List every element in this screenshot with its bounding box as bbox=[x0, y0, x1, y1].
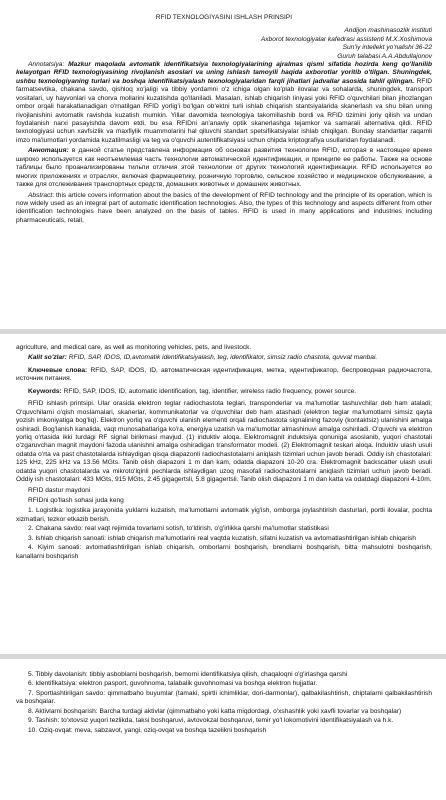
en-keywords-label: Keywords: bbox=[28, 387, 62, 395]
list-item: 4. Kiyim sanoati: avtomatlashtirilgan ishlab chiqarish, omborlarni boshqarish, brendlarni boshqarish, bitta mahsulotni boshqarish, kanallarni boshqarish bbox=[16, 544, 432, 560]
ru-keywords-text: RFID, SAP, IDOS, ID, автоматическая идентификация, метка, идентификатор, беспроводная радиочастота, источник питания. bbox=[16, 366, 432, 383]
body-paragraph: RFID ishlash printsipi. Ular orasida elektron teglar radiochastota teglari, transponderlar va ma'lumotlar tashuvchilar deb ham ataladi; O'quvchilarni o'qish moslamalari, skanerlar, kommunikatorlar va o'quvchilar deb ham atashadi (elektron teglar ma'lumotlarni simsiz qayta yozish imkoniyatiga bog'liq). Elektron yorliq va o'quvchi ulanish elementi orqali radiochastota signalining fazoviy (kontaktsiz) ulanishini amalga oshiradi. Bog'lanish kanalida, vaqt munosabatlariga ko'ra, energiya uzatish va ma'lumotlar almashinuvi amalga oshiriladi. O'quvchi va elektron yorliq o'rtasida ikki turdagi RF signal birikmasi mavjud. (1) induktiv aloqa. Elektromagnit induktsiya qonuniga asoslanib, yuqori chastotali o'zgaruvchan magnit maydoni fazoda ulanishni amalga oshiradigan transformator modeli. (2) Elektromagnit teskari aloqa. Induktiv ulash usuli odatda o'rta va past chastotalarda ishlaydigan qisqa diapazonli radiochastotalarni aniqlash tizimlari uchun javob beradi. Oddiy ish chastotalari: 125 kHz, 225 kHz va 13.56 MGts. Tanib olish diapazoni 1 m dan kam, odatda diapazoni 10-20 cra. Elektromagnit backscatter ulash usuli odatda yuqori chastotalarda va mikroto'lqinli pechlarda ishlaydigan uzoq masofali radiochastotalarni aniqlash tizimlari uchun javob beradi. Oddiy ish chastotalari: 433 MGts, 915 MGts, 2.45 gigagertsli, 5.8 gigagertsli. Tanib olish diapazoni 1 m dan katta va odatdagi diapazoni 4-10m. bbox=[16, 400, 432, 484]
annotation-ru-label: Аннотация: bbox=[28, 147, 69, 155]
kalit-sozlar-paragraph bbox=[16, 354, 432, 362]
list-item: 7. Sportlashtirilgan savdo: qimmatbaho buyumlar (tamaki, spirtli ichimliklar, dori-darmonlar), qalbakilashtirish, chiptalarni qalbakilashtirish va boshqalar. bbox=[16, 689, 432, 706]
abstract-continued: agriculture, and medical care, as well as monitoring vehicles, pets, and livestock. bbox=[16, 344, 252, 351]
annotatsiya-italic: Mazkur maqolada avtomatik identifikatsiya texnologiyalarining ajralmas qismi sifatida hozirda keng qo'llanilib kelayotgan RFID texnologiyasining rivojlanish asoslari va uning ishlash tamoyili haqida axborotlar yoritib o'tilgan. Shuningdek, ushbu texnologiyaning turlari va boshqa identifikatsiyalash texnologiyalaridan farqli jihatlari jadvallar asosida tahlil qilingan. bbox=[16, 60, 432, 85]
list-item: 10. Oziq-ovqat: meva, sabzavot, yangi, oziq-ovqat va boshqa tazelikni boshqarish bbox=[28, 726, 267, 734]
list-item: 2. Chakana savdo: real vaqt rejimida tovarlarni sotish, to'ldirish, o'g'irlikka qarshi ma'lumotlar statistikasi bbox=[28, 525, 329, 533]
affiliation-line: Axborot texnologiyalar kafedrasi assistenti M.X.Xoshimova bbox=[260, 35, 432, 43]
page-2 bbox=[0, 334, 446, 654]
abstract-paragraph bbox=[16, 192, 432, 226]
affiliation-line: Sun'iy intellekt yo'nalishi 36-22 bbox=[342, 44, 432, 52]
annotatsiya-paragraph bbox=[16, 61, 432, 145]
list-item: 8. Aktivlarni boshqarish: Barcha turdagi aktivlar (qimmatbaho yoki katta miqdordagi, o'xshashlik yoki xavfli tovarlar va boshqalar) bbox=[28, 707, 402, 715]
rfid-dastur-heading: RFID dastur maydoni bbox=[28, 486, 91, 494]
en-keywords-text: RFID, SAP, IDOS, ID, automatic identification, tag, identifier, wireless radio frequency, power source. bbox=[63, 387, 357, 395]
abstract-label: Abstract bbox=[28, 191, 53, 199]
en-keywords-paragraph bbox=[16, 388, 432, 396]
paper-title: RFID TEXNOLOGIYASINI ISHLASH PRINSIPI bbox=[155, 14, 293, 21]
kalit-sozlar-label: Kalit so'zlar: bbox=[28, 354, 67, 362]
ru-keywords-label: Ключевые слова: bbox=[28, 366, 88, 374]
list-item: 3. Ishlab chiqarish sanoati: ishlab chiqarish ma'lumotlarini real vaqtda kuzatish, sifatni kuzatish va avtomatlashtirilgan ishlab chiqarish bbox=[28, 534, 416, 542]
page-1 bbox=[0, 0, 446, 329]
application-list bbox=[16, 507, 432, 561]
annotation-ru-paragraph bbox=[16, 147, 432, 189]
list-item: 6. Identifikatsiya: elektron pasport, guvohnoma, talabalik guvohnomasi va boshqa elektron hujjatlar. bbox=[28, 680, 318, 688]
application-list-continued bbox=[16, 671, 432, 735]
affiliation-line: Guruh talabasi A.A.Abdullajonov bbox=[337, 52, 432, 60]
annotation-ru-text: в данной статье представлена информация об основах развития технологии RFID, которая в настоящее время широко используется как неотъемлемая часть технологии автоматической идентификации, и принципе ее работы. Также на основе таблицы было проанализированы тильпи отличия этой технологии от других технологий идентификации. RFID используется во многих приложениях и отраслях, включая фармацевтику, розничную торговлю, сельское хозяйство и медицинское обслуживание, а также для отслеживания транспортных средств, домашних животных и домашних животных. bbox=[16, 147, 432, 189]
affiliation-line: Andijon mashinasozlik instituti bbox=[344, 27, 432, 35]
ru-keywords-paragraph bbox=[16, 367, 432, 384]
list-item: 9. Tashish: to'xtovsiz yuqori tezlikda, taksi boshqaruvi, avtovokzal boshqaruvi, temir yo'l lokomotivini identifikatsiyalash va h.k. bbox=[28, 717, 394, 725]
page-3 bbox=[0, 659, 446, 800]
annotatsiya-label: Annotatsiya: bbox=[28, 60, 65, 68]
list-item: 1. Logistika: logistika jarayonida yuklarni kuzatish, ma'lumotlarni avtomatik yig'ish, omborga joylashtirish dasturlari, portli ilovalar, pochta xizmatlari, tezkor etkazib berish. bbox=[16, 507, 432, 523]
annotatsiya-text: RFID farmatsevtika, chakana savdo, qishloq xo'jaligi va tibbiy yordamni o'z ichiga olgan ko'plab ilovalar va sohalarda, shuningdek, transport vositalari, uy hayvonlari va chorva mollarini kuzatishda qo'llaniladi. Masalan, ishlab chiqarish liniyasi yoki RFID o'quvchilari bilan jihozlangan ombor orqali harakatlanadigan o'rnatilgan RFID yorlig'i bo'lgan ob'ektni turli ishlab chiqarish stantsiyalarida skanerlash va shu bilan uning rivojlanishini avtomatik ravishda kuzatish mumkin. Yillar davomida texnologiya takomillashib bordi va RFID tizimini joriy qilish va undan foydalanish narxi pasayishda davom etdi, bu esa RFIDni an'anaviy optik skanerlashga tejamkor va samarali alternativa qildi. RFID texnologiyasi uchun xavfsizlik va maxfiylik muammolarini hal qiluvchi standart spetsifikatsiyalar ishlab chiqilgan. Bunday standartlar raqamli imzo ma'lumotlari yordamida kuzatilmasligi va teg va o'quvchi autentifikatsiyasi uchun chipda kriptografiya usullaridan foydalanadi. bbox=[16, 77, 432, 144]
kalit-sozlar-text: RFID, SAP, IDOS, ID,avtomatik identifikatsiyalash, teg, identifikator, simsiz radio chastota, quvvat manbai. bbox=[68, 354, 378, 362]
list-item: 5. Tibbiy davolanish: tibbiy asboblarni boshqarish, bemorni identifikatsiya qilish, chaqaloqni o'g'irlashga qarshi bbox=[28, 671, 348, 678]
abstract-text: : this article covers information about the basics of the development of RFID technology and the principle of its operation, which is now widely used as an integral part of automatic identification technologies. Also, the types of this technology and aspects different from other identification technologies have been analyzed on the basis of tables. RFID is used in many applications and industries including pharmaceuticals, retail, bbox=[16, 191, 432, 224]
rfid-sohasi-line: RFIDni qo'llash sohasi juda keng bbox=[28, 497, 124, 504]
